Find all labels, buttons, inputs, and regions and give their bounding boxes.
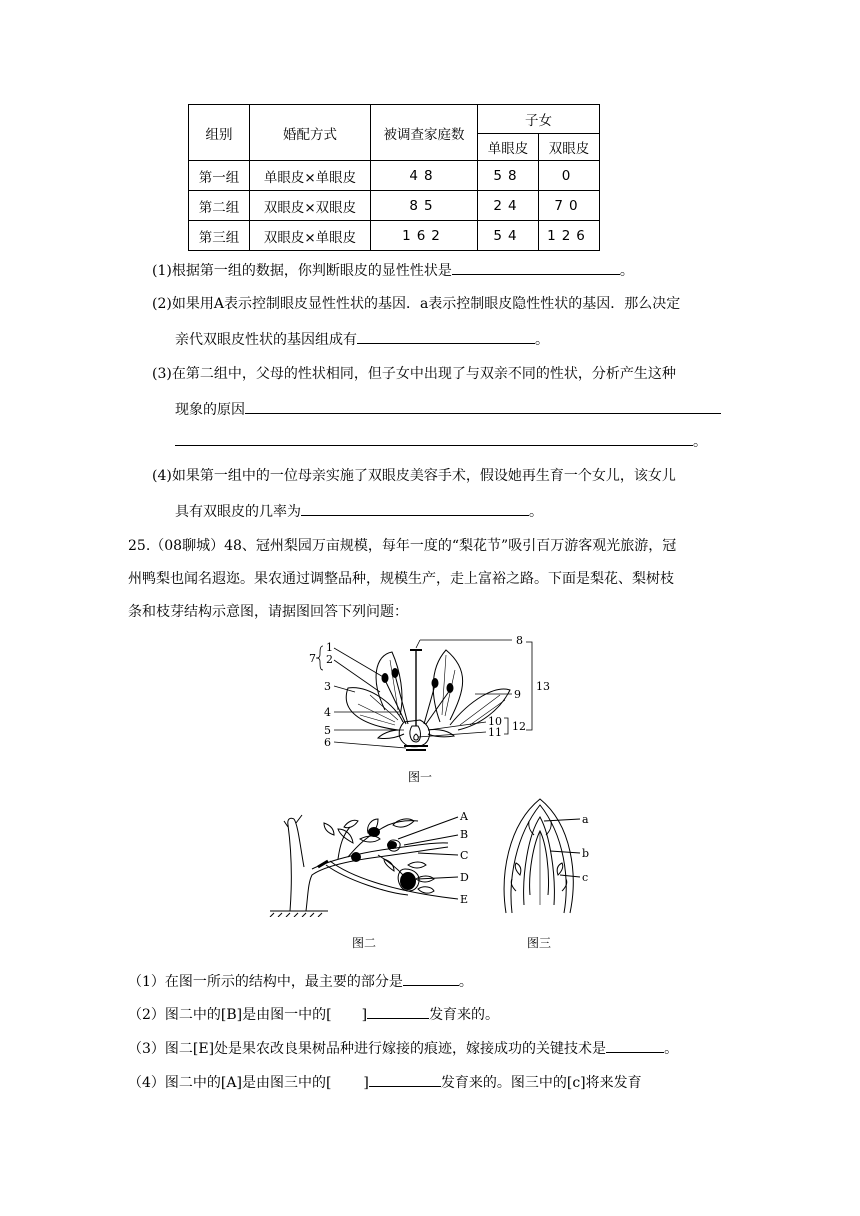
q24-part4-text: 具有双眼皮的几率为 <box>175 504 301 520</box>
cell-double: 0 <box>539 161 600 191</box>
q24-part2-line2 <box>175 328 549 350</box>
cell-group: 第三组 <box>189 221 250 251</box>
q24-part4-end: 。 <box>529 504 543 520</box>
cell-single: 54 <box>478 221 539 251</box>
figure2-caption: 图二 <box>352 936 377 950</box>
answer-blank[interactable] <box>606 1037 664 1053</box>
fig1-label-7: 7 <box>309 652 316 665</box>
fig1-label-4: 4 <box>324 706 331 719</box>
cell-double: 70 <box>539 191 600 221</box>
answer-blank[interactable] <box>403 970 459 986</box>
q24-part4-line1: (4)如果第一组中的一位母亲实施了双眼皮美容手术，假设她再生育一个女儿，该女儿 <box>152 468 676 484</box>
answer-blank[interactable] <box>301 500 529 516</box>
fig2-label-D: D <box>460 871 469 884</box>
q24-part2-end: 。 <box>535 332 549 348</box>
figure1-flower-diagram <box>300 630 570 758</box>
q25-intro-line1: 25.（08聊城）48、冠州梨园万亩规模，每年一度的“梨花节”吸引百万游客观光旅游，冠 <box>128 538 677 554</box>
header-group: 组别 <box>189 105 250 161</box>
cell-families: 48 <box>371 161 478 191</box>
fig2-label-B: B <box>460 828 469 841</box>
fig3-label-a: a <box>582 813 589 826</box>
figure2-branch-diagram <box>268 805 478 917</box>
q24-part1 <box>152 259 634 281</box>
q25-part3 <box>128 1037 678 1059</box>
q24-part2-text: 亲代双眼皮性状的基因组成有 <box>175 332 357 348</box>
q24-part1-end: 。 <box>619 263 634 279</box>
answer-blank[interactable] <box>367 1003 429 1019</box>
cell-families: 85 <box>371 191 478 221</box>
fig1-label-9: 9 <box>514 688 521 701</box>
q25-part2-text: （2）图二中的[B]是由图一中的[ <box>128 1007 332 1023</box>
header-marriage: 婚配方式 <box>250 105 371 161</box>
header-single: 单眼皮 <box>478 134 539 161</box>
table-row <box>189 221 600 251</box>
q24-part3-text: 现象的原因 <box>175 402 245 418</box>
answer-blank[interactable] <box>452 259 620 275</box>
fig1-label-11: 11 <box>488 726 502 739</box>
cell-group: 第二组 <box>189 191 250 221</box>
header-families: 被调查家庭数 <box>371 105 478 161</box>
q25-part2-bracket: ] <box>361 1007 368 1023</box>
table-row <box>189 191 600 221</box>
q25-intro-line2: 州鸭梨也闻名遐迩。果农通过调整品种，规模生产，走上富裕之路。下面是梨花、梨树枝 <box>128 571 674 587</box>
header-double: 双眼皮 <box>539 134 600 161</box>
q25-part2 <box>128 1003 499 1025</box>
q25-part3-end: 。 <box>664 1041 679 1057</box>
q25-intro-line3: 条和枝芽结构示意图，请据图回答下列问题： <box>128 604 408 620</box>
figure1-caption: 图一 <box>408 770 433 784</box>
header-children: 子女 <box>478 105 600 134</box>
q25-part4-end: 发育来的。图三中的[c]将来发育 <box>440 1075 642 1091</box>
fig1-label-5: 5 <box>324 724 331 737</box>
answer-blank[interactable] <box>369 1071 441 1087</box>
fig1-label-8: 8 <box>516 634 523 647</box>
fig1-label-6: 6 <box>324 736 331 749</box>
q24-part1-text: (1)根据第一组的数据，你判断眼皮的显性性状是 <box>152 263 452 279</box>
fig1-label-3: 3 <box>324 680 331 693</box>
cell-marriage: 双眼皮×双眼皮 <box>250 191 371 221</box>
q25-part4-bracket: ] <box>363 1075 369 1091</box>
cell-group: 第一组 <box>189 161 250 191</box>
figure3-caption: 图三 <box>527 936 552 950</box>
q25-part4 <box>128 1071 642 1093</box>
fig2-label-C: C <box>460 849 469 862</box>
q24-part3-line2 <box>175 398 721 420</box>
eyelid-survey-table <box>188 104 600 251</box>
fig1-label-1: 1 <box>326 641 333 654</box>
cell-families: 162 <box>371 221 478 251</box>
fig3-label-c: c <box>582 871 589 884</box>
q24-part2-line1: (2)如果用A表示控制眼皮显性性状的基因．a表示控制眼皮隐性性状的基因．那么决定 <box>152 296 681 312</box>
cell-marriage: 单眼皮×单眼皮 <box>250 161 371 191</box>
q25-part4-text: （4）图二中的[A]是由图三中的[ <box>128 1075 332 1091</box>
answer-blank[interactable] <box>175 430 693 446</box>
cell-single: 58 <box>478 161 539 191</box>
answer-blank[interactable] <box>357 328 535 344</box>
fig3-label-b: b <box>582 847 590 860</box>
q25-part2-end: 发育来的。 <box>429 1007 500 1023</box>
figure3-bud-diagram <box>494 795 604 917</box>
q25-part1-end: 。 <box>458 974 473 990</box>
q25-part1 <box>128 970 473 992</box>
fig2-label-A: A <box>460 810 468 823</box>
fig2-label-E: E <box>460 893 469 906</box>
q25-part3-text: （3）图二[E]处是果农改良果树品种进行嫁接的痕迹，嫁接成功的关键技术是 <box>128 1041 607 1057</box>
fig1-label-10: 10 <box>488 715 502 728</box>
table-row <box>189 161 600 191</box>
q24-part3-end: 。 <box>693 434 707 450</box>
fig1-label-2: 2 <box>326 653 333 666</box>
fig1-label-13: 13 <box>536 680 550 693</box>
cell-single: 24 <box>478 191 539 221</box>
q24-part3-line1: (3)在第二组中，父母的性状相同，但子女中出现了与双亲不同的性状，分析产生这种 <box>152 366 676 382</box>
q25-part1-text: （1）在图一所示的结构中，最主要的部分是 <box>128 974 403 990</box>
cell-marriage: 双眼皮×单眼皮 <box>250 221 371 251</box>
q24-part3-line3 <box>175 430 707 452</box>
answer-blank[interactable] <box>245 398 721 414</box>
fig1-label-12: 12 <box>512 720 526 733</box>
cell-double: 126 <box>539 221 600 251</box>
q24-part4-line2 <box>175 500 543 522</box>
